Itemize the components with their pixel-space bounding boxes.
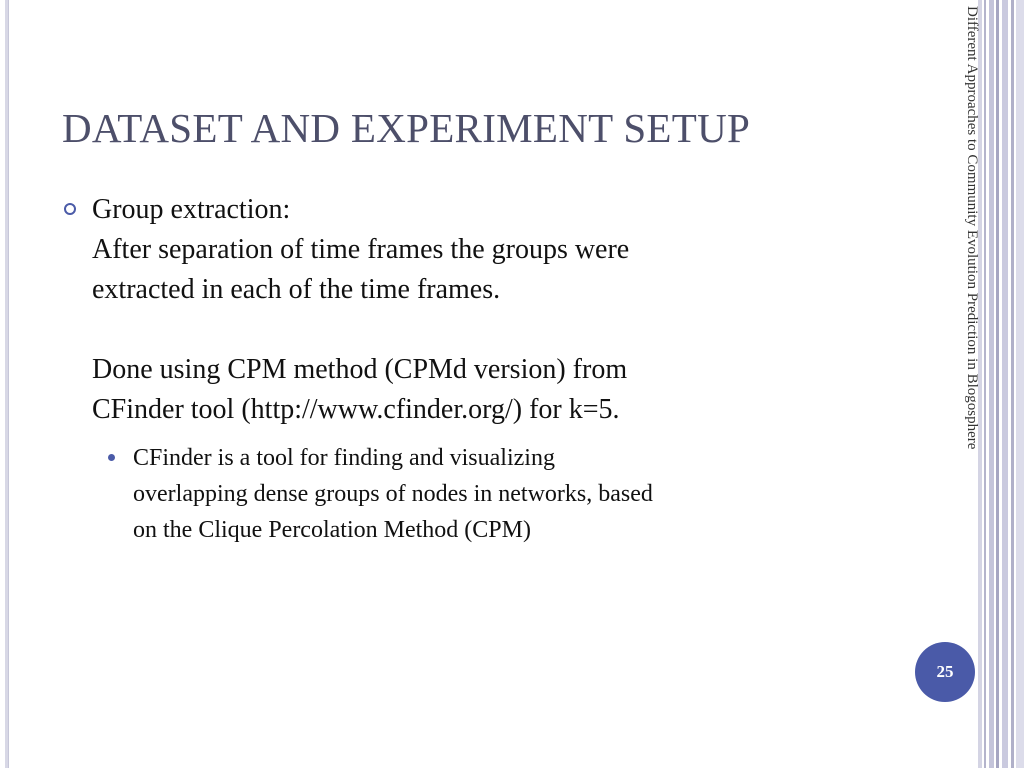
band-stripe	[1002, 0, 1008, 768]
dot-bullet-icon	[108, 454, 115, 461]
right-decorative-band	[978, 0, 1024, 768]
bullet-line: Done using CPM method (CPMd version) from	[92, 354, 628, 385]
sub-bullet-line: on the Clique Percolation Method (CPM)	[133, 517, 531, 543]
band-stripe	[1011, 0, 1014, 768]
sub-bullet-text	[133, 440, 898, 548]
band-stripe	[996, 0, 999, 768]
page-number-badge: 25	[915, 642, 975, 702]
bullet-line: CFinder tool (http://www.cfinder.org/) for k=5.	[92, 394, 620, 425]
band-stripe	[984, 0, 986, 768]
sub-bullet-line: overlapping dense groups of nodes in networks, based	[133, 481, 653, 507]
paragraph-gap	[92, 310, 862, 350]
band-stripe	[1016, 0, 1024, 768]
left-border-inner-stripe	[5, 0, 8, 768]
sub-bullet	[108, 440, 898, 548]
band-stripe	[989, 0, 994, 768]
slide-title: DATASET AND EXPERIMENT SETUP	[62, 105, 751, 151]
main-bullet-text	[92, 190, 862, 430]
left-border-rule	[0, 0, 9, 768]
ring-bullet-icon	[64, 203, 76, 215]
bullet-line: extracted in each of the time frames.	[92, 274, 501, 305]
bullet-line: After separation of time frames the groups were	[92, 234, 630, 265]
bullet-heading: Group extraction:	[92, 194, 291, 225]
main-bullet	[62, 190, 862, 430]
vertical-presentation-title: Different Approaches to Community Evolution Prediction in Blogosphere	[964, 6, 980, 450]
sub-bullet-line: CFinder is a tool for finding and visualizing	[133, 445, 555, 471]
